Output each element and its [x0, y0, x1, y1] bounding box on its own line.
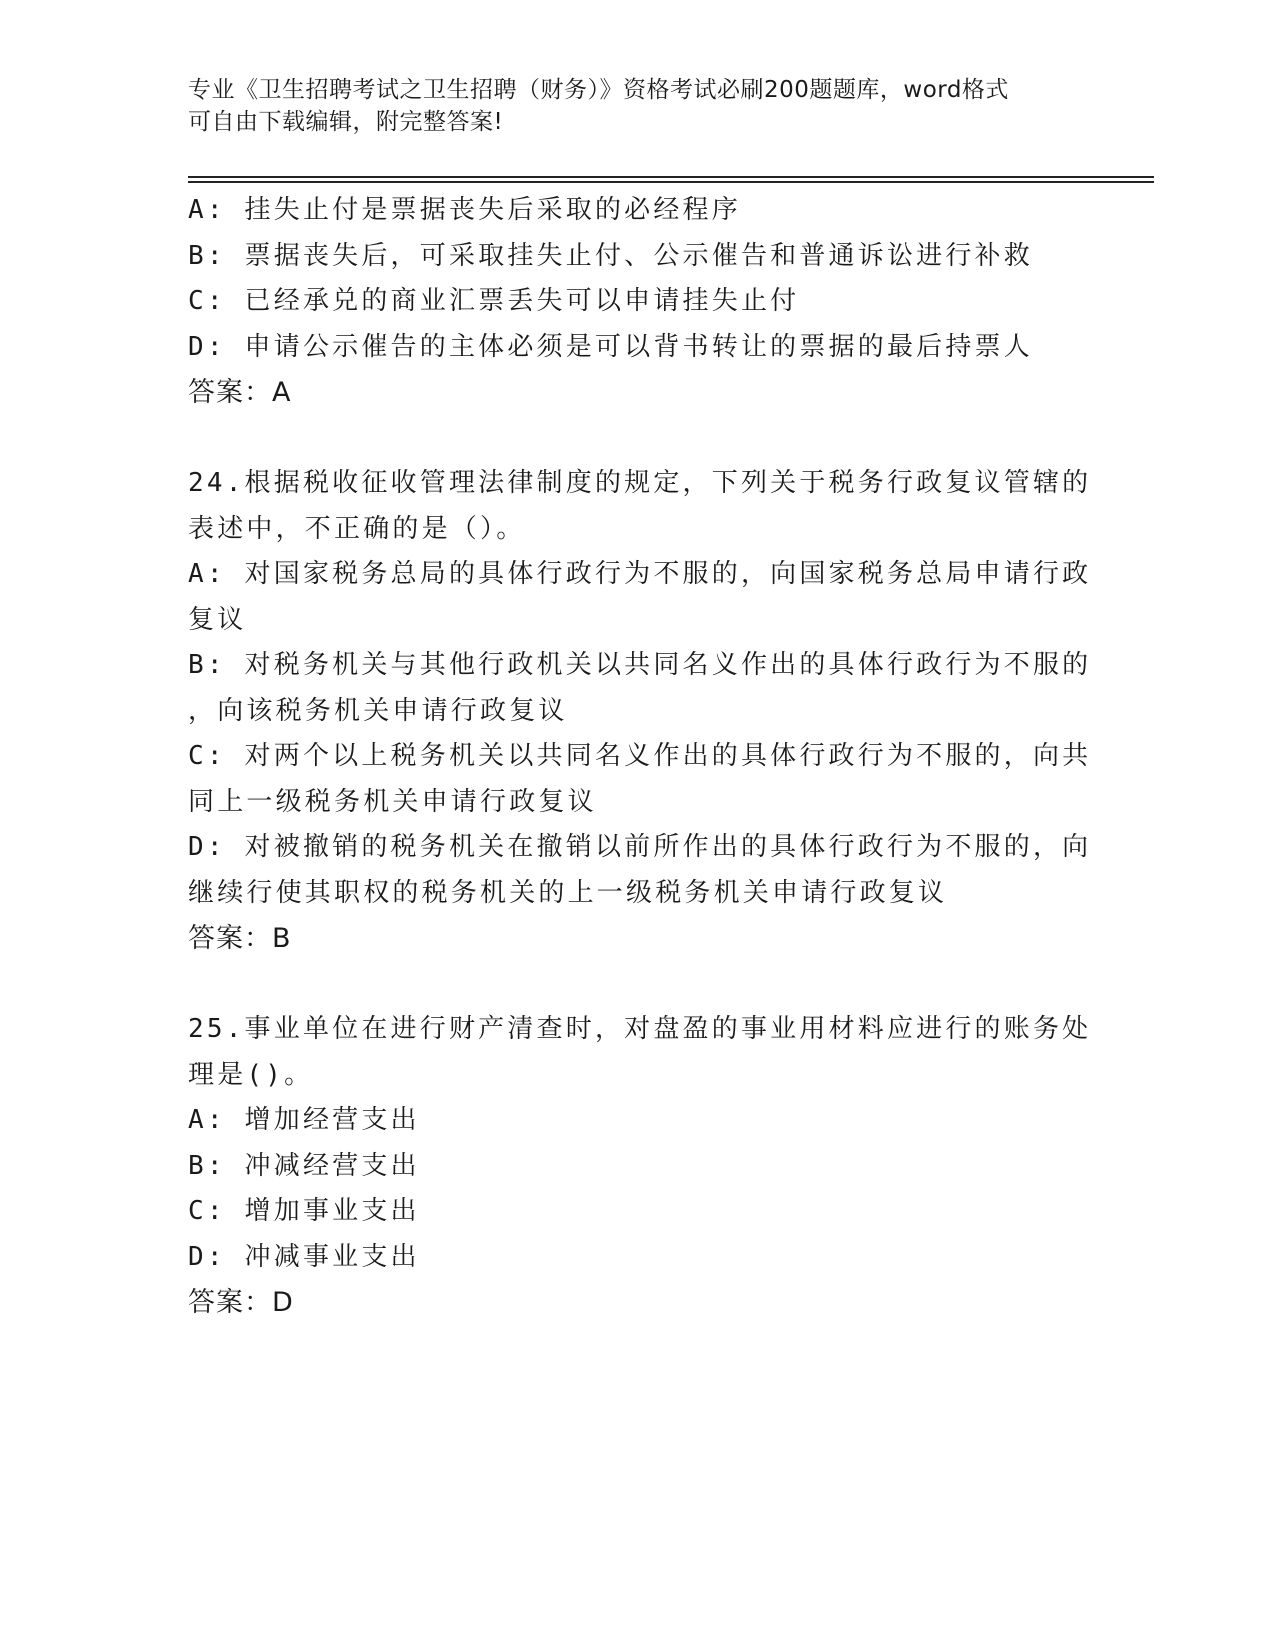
option-a: A: 挂失止付是票据丧失后采取的必经程序 [188, 195, 741, 225]
option-a-continued: 复议 [188, 604, 247, 635]
answer-label: 答案：B [188, 923, 292, 954]
question-23 [188, 188, 1078, 416]
answer-label: 答案：D [188, 1287, 294, 1318]
option-b: B: 冲减经营支出 [188, 1150, 420, 1181]
question-24 [188, 461, 1092, 962]
question-25 [188, 1007, 1092, 1326]
option-a: A: 对国家税务总局的具体行政行为不服的，向国家税务总局申请行政 [188, 559, 1092, 589]
header-title-line2: 可自由下载编辑，附完整答案! [188, 109, 504, 135]
option-d-continued: 继续行使其职权的税务机关的上一级税务机关申请行政复议 [188, 877, 948, 908]
option-c: C: 增加事业支出 [188, 1196, 420, 1226]
question-stem-line: 表述中，不正确的是（）。 [188, 513, 526, 544]
option-b: B: 票据丧失后，可采取挂失止付、公示催告和普通诉讼进行补救 [188, 240, 1033, 271]
option-c: C: 对两个以上税务机关以共同名义作出的具体行政行为不服的，向共 [188, 741, 1092, 771]
document-header [188, 74, 1068, 138]
question-stem-line: 理是()。 [188, 1059, 314, 1090]
question-stem-line: 24.根据税收征收管理法律制度的规定，下列关于税务行政复议管辖的 [188, 468, 1092, 498]
option-d: D: 申请公示催告的主体必须是可以背书转让的票据的最后持票人 [188, 331, 1033, 362]
header-divider-top [188, 176, 1154, 178]
option-c-continued: 同上一级税务机关申请行政复议 [188, 786, 597, 817]
header-title-line1: 专业《卫生招聘考试之卫生招聘（财务）》资格考试必刷200题题库，word格式 [188, 77, 1009, 103]
option-d: D: 对被撤销的税务机关在撤销以前所作出的具体行政行为不服的，向 [188, 832, 1092, 862]
option-b: B: 对税务机关与其他行政机关以共同名义作出的具体行政行为不服的 [188, 650, 1092, 680]
header-divider-bottom [188, 181, 1154, 183]
option-d: D: 冲减事业支出 [188, 1241, 420, 1272]
option-c: C: 已经承兑的商业汇票丢失可以申请挂失止付 [188, 286, 800, 316]
spacer [188, 416, 1078, 462]
answer-label: 答案：A [188, 377, 292, 408]
question-content [188, 188, 1092, 1326]
spacer [188, 962, 1078, 1008]
option-b-continued: ，向该税务机关申请行政复议 [188, 695, 568, 726]
option-a: A: 增加经营支出 [188, 1105, 420, 1135]
question-stem-line: 25.事业单位在进行财产清查时，对盘盈的事业用材料应进行的账务处 [188, 1014, 1092, 1044]
